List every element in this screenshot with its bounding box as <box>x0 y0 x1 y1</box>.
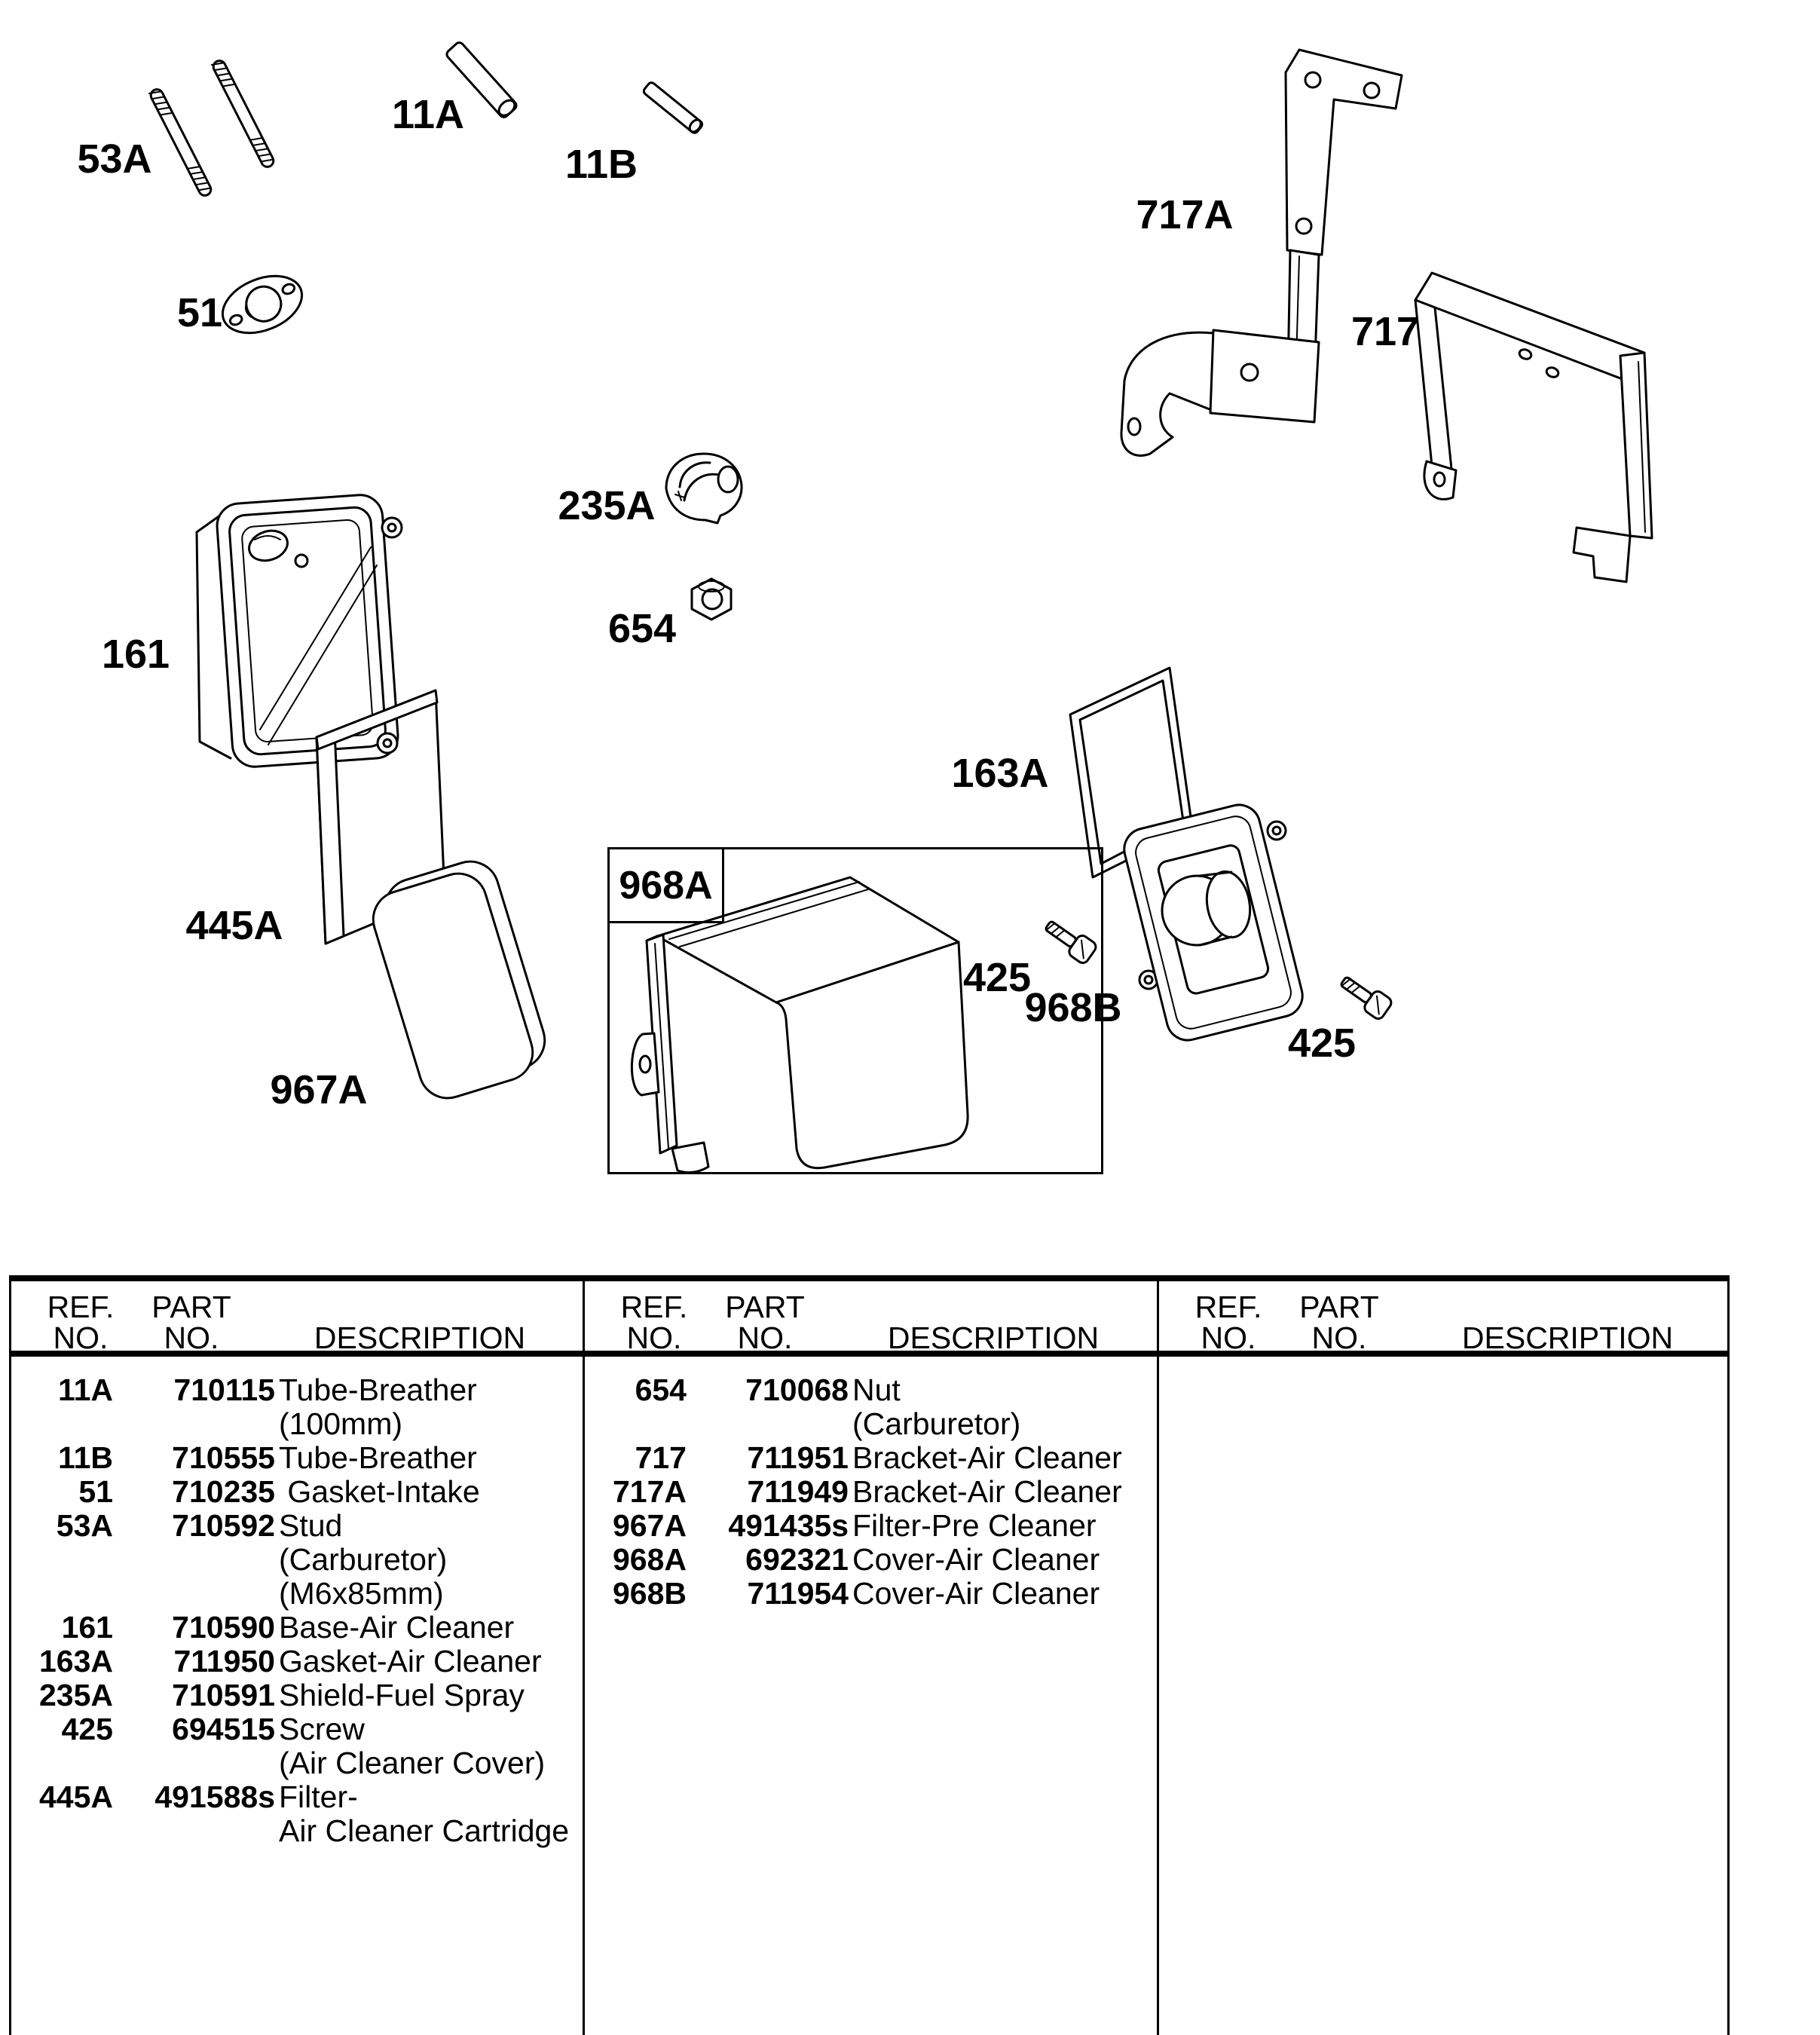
part-label-425-a: 425 <box>1287 1021 1357 1066</box>
ref-no: 163A <box>38 1644 113 1678</box>
part-label-968b: 968B <box>1024 985 1122 1030</box>
part-label-445a: 445A <box>185 903 283 948</box>
ref-no: 235A <box>38 1678 113 1712</box>
description: Cover-Air Cleaner <box>852 1542 1100 1577</box>
description: (Carburetor) <box>852 1406 1021 1441</box>
parts-table-column-2 <box>583 1275 1157 2035</box>
part-nut-654 <box>692 579 731 620</box>
part-gasket-intake-51 <box>214 265 310 344</box>
part-no: 710555 <box>172 1440 275 1475</box>
header-description: DESCRIPTION <box>1461 1320 1674 1355</box>
ref-no: 53A <box>56 1508 113 1543</box>
part-no: 711949 <box>747 1474 849 1509</box>
header-part: PART <box>725 1290 805 1324</box>
part-no: 710068 <box>745 1372 849 1407</box>
ref-no: 654 <box>635 1372 687 1407</box>
description: Stud <box>279 1508 343 1543</box>
header-ref: REF. <box>620 1290 688 1324</box>
table-row <box>9 1678 583 1712</box>
ref-no: 445A <box>38 1779 113 1814</box>
ref-no: 161 <box>61 1610 113 1645</box>
ref-no: 968A <box>612 1542 687 1577</box>
part-no: 710591 <box>172 1678 275 1712</box>
table-row <box>9 1645 583 1678</box>
ref-no: 717 <box>635 1440 687 1475</box>
part-shield-fuel-spray-235a <box>666 454 742 523</box>
part-cover-air-cleaner-968b <box>1120 800 1307 1045</box>
table-row <box>9 1509 583 1543</box>
description: Tube-Breather <box>279 1440 477 1475</box>
description: (Carburetor) <box>279 1542 448 1577</box>
part-label-51: 51 <box>176 290 223 335</box>
ref-no: 968B <box>612 1576 687 1611</box>
part-label-163a: 163A <box>951 751 1049 796</box>
description: Bracket-Air Cleaner <box>852 1474 1122 1509</box>
description: Tube-Breather <box>279 1372 477 1407</box>
ref-no: 51 <box>78 1474 113 1509</box>
part-label-11b: 11B <box>564 142 638 187</box>
ref-no: 11A <box>58 1372 113 1407</box>
table-row <box>9 1746 583 1780</box>
part-label-967a: 967A <box>270 1067 368 1112</box>
table-row <box>9 1407 583 1441</box>
part-label-717a: 717A <box>1136 192 1234 237</box>
table-row <box>9 1441 583 1475</box>
part-label-161: 161 <box>101 632 170 677</box>
header-ref-no: NO. <box>1201 1320 1256 1355</box>
part-no: 692321 <box>745 1542 849 1577</box>
table-row <box>9 1814 583 1848</box>
part-label-717: 717 <box>1350 309 1420 354</box>
description: Cover-Air Cleaner <box>852 1576 1100 1611</box>
table-row <box>583 1577 1157 1611</box>
description: Shield-Fuel Spray <box>279 1678 525 1712</box>
part-no: 694515 <box>172 1712 275 1746</box>
description: (M6x85mm) <box>279 1576 444 1611</box>
description: Base-Air Cleaner <box>279 1610 515 1645</box>
header-part-no: NO. <box>164 1320 219 1355</box>
description: Air Cleaner Cartridge <box>279 1813 570 1848</box>
ref-no: 11B <box>58 1440 113 1475</box>
parts-table-column-3 <box>1157 1275 1727 2035</box>
part-label-654: 654 <box>607 606 677 651</box>
table-row <box>9 1373 583 1407</box>
parts-table-column-1 <box>9 1275 583 2035</box>
part-no: 711954 <box>747 1576 849 1611</box>
table-row <box>583 1543 1157 1577</box>
header-ref: REF. <box>47 1290 115 1324</box>
description: (100mm) <box>279 1406 403 1441</box>
ref-no: 717A <box>612 1474 687 1509</box>
table-row <box>9 1712 583 1746</box>
part-screw-425-a <box>1336 971 1393 1021</box>
header-ref-no: NO. <box>53 1320 109 1355</box>
part-no: 710592 <box>172 1508 275 1543</box>
description: Filter- <box>279 1779 358 1814</box>
part-bracket-air-cleaner-717a <box>1121 50 1402 455</box>
table-row <box>9 1577 583 1611</box>
part-no: 710235 <box>172 1474 275 1509</box>
part-label-425-b: 425 <box>962 955 1032 1000</box>
part-pre-cleaner-967a <box>366 855 552 1106</box>
part-bracket-air-cleaner-717 <box>1415 273 1652 582</box>
description: Bracket-Air Cleaner <box>852 1440 1122 1475</box>
description: Filter-Pre Cleaner <box>852 1508 1097 1543</box>
table-row <box>9 1611 583 1645</box>
table-row <box>9 1780 583 1814</box>
header-ref: REF. <box>1194 1290 1262 1324</box>
table-row <box>583 1509 1157 1543</box>
header-part-no: NO. <box>737 1320 793 1355</box>
part-label-11a: 11A <box>391 92 465 137</box>
table-row <box>9 1543 583 1577</box>
header-description: DESCRIPTION <box>314 1320 526 1355</box>
part-tube-breather-11b <box>642 81 703 135</box>
table-row <box>583 1407 1157 1441</box>
description: (Air Cleaner Cover) <box>279 1746 546 1780</box>
header-description: DESCRIPTION <box>887 1320 1100 1355</box>
header-part: PART <box>151 1290 231 1324</box>
frame-tag-968a <box>610 849 724 923</box>
table-row <box>583 1475 1157 1509</box>
part-no: 491588s <box>154 1779 275 1814</box>
ref-no: 425 <box>61 1712 113 1746</box>
part-label-53a: 53A <box>77 136 152 182</box>
description: Gasket-Air Cleaner <box>279 1644 542 1678</box>
part-no: 710590 <box>172 1610 275 1645</box>
part-stud-53a <box>148 59 275 197</box>
table-row <box>9 1475 583 1509</box>
ref-no: 967A <box>612 1508 687 1543</box>
table-right-border <box>1727 1275 1730 2035</box>
frame-tag-label: 968A <box>619 863 713 907</box>
column-rows <box>583 1373 1157 1611</box>
part-no: 491435s <box>728 1508 849 1543</box>
part-no: 710115 <box>173 1372 275 1407</box>
part-label-235a: 235A <box>558 483 656 528</box>
table-row <box>583 1373 1157 1407</box>
description: Screw <box>279 1712 365 1746</box>
description: Gasket-Intake <box>279 1474 480 1509</box>
header-ref-no: NO. <box>626 1320 682 1355</box>
table-row <box>583 1441 1157 1475</box>
description: Nut <box>852 1372 901 1407</box>
column-rows <box>9 1373 583 1848</box>
part-no: 711950 <box>173 1644 275 1678</box>
header-part: PART <box>1299 1290 1379 1324</box>
header-part-no: NO. <box>1311 1320 1367 1355</box>
part-no: 711951 <box>747 1440 849 1475</box>
